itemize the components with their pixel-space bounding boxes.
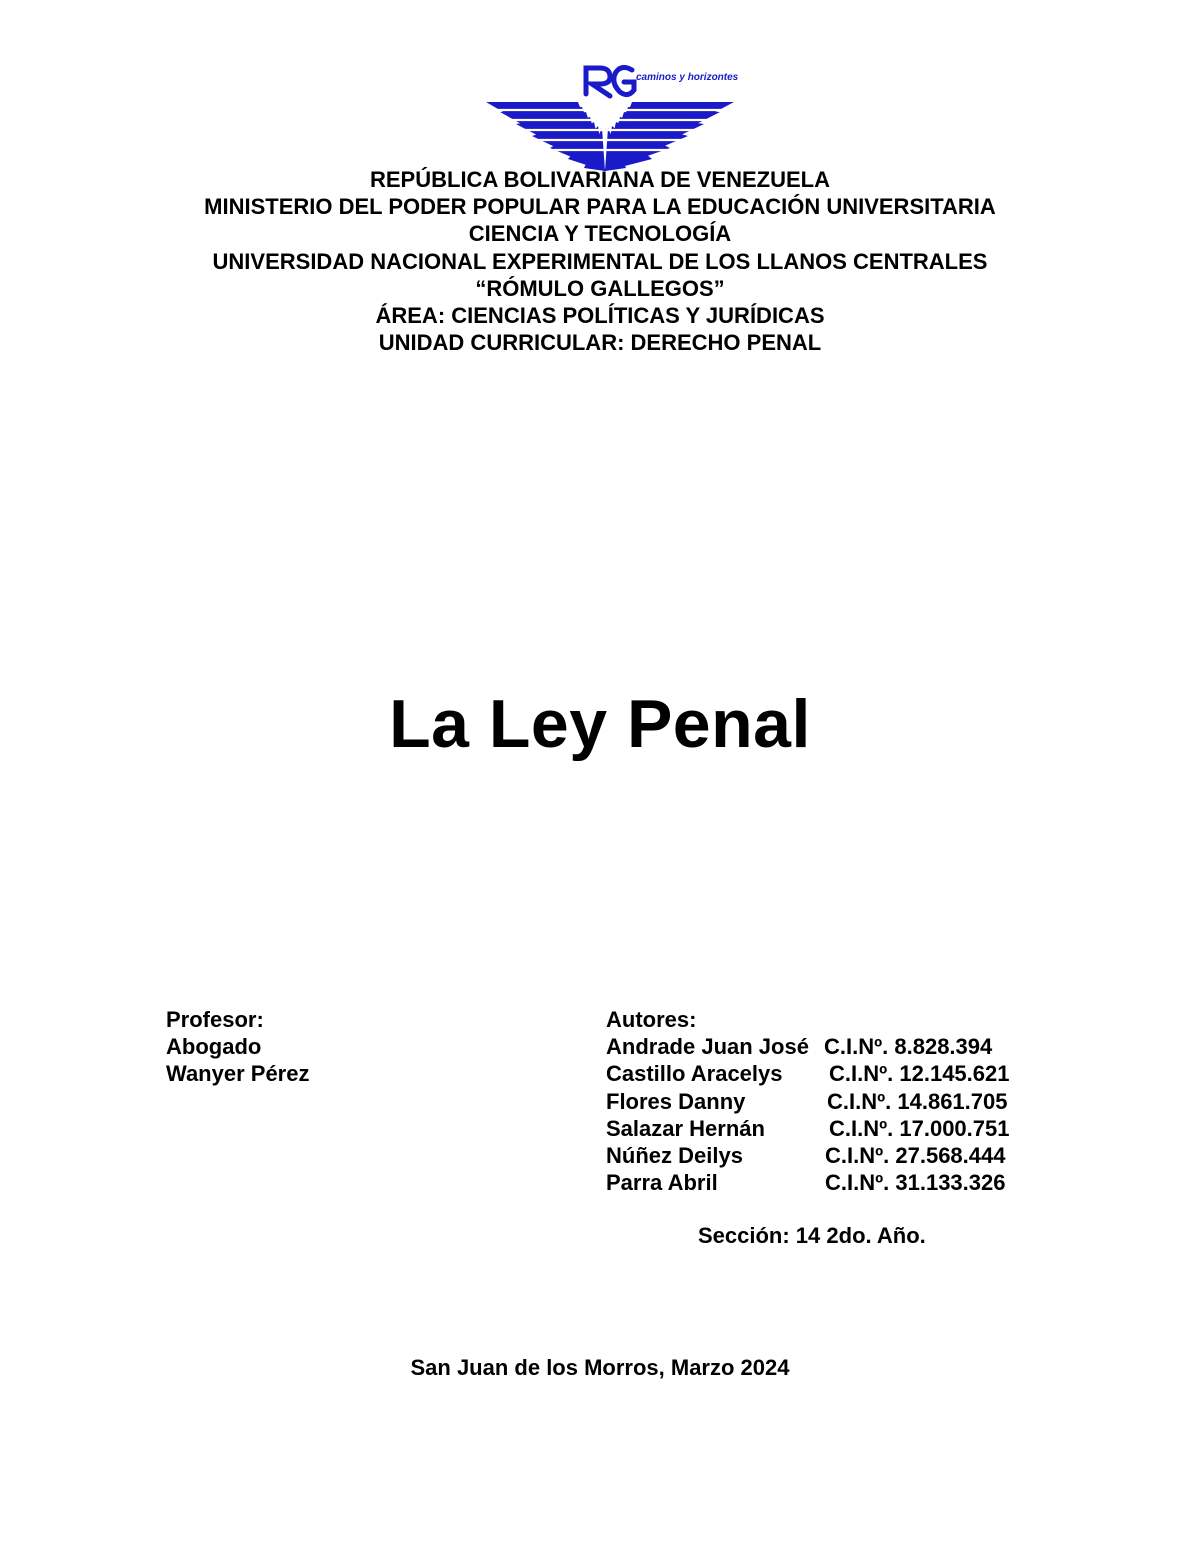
author-ci: C.I.Nº. 17.000.751 [829,1115,1010,1141]
header-line-university-name: “RÓMULO GALLEGOS” [475,275,725,301]
authors-label: Autores: [606,1007,697,1032]
header-line-area: ÁREA: CIENCIAS POLÍTICAS Y JURÍDICAS [375,303,825,329]
professor-block [166,1006,309,1088]
author-ci: C.I.Nº. 12.145.621 [829,1061,1010,1087]
professor-name: Wanyer Pérez [166,1061,310,1087]
document-title: La Ley Penal [389,686,811,762]
header-line-ministry: MINISTERIO DEL PODER POPULAR PARA LA EDUCACIÓN UNIVERSITARIA [204,194,996,220]
author-row [606,1169,1006,1196]
sunburst-logo-icon [480,58,740,176]
header-line-science: CIENCIA Y TECNOLOGÍA [468,221,732,247]
header-line-course: UNIDAD CURRICULAR: DERECHO PENAL [378,330,822,356]
author-row [606,1060,1010,1087]
authors-block [606,1006,1010,1196]
author-row [606,1115,1010,1142]
author-ci: C.I.Nº. 14.861.705 [827,1088,1008,1114]
institution-header [0,166,1200,356]
author-name: Castillo Aracelys [606,1061,783,1087]
university-logo [480,58,740,176]
author-ci: C.I.Nº. 31.133.326 [825,1170,1006,1196]
author-ci: C.I.Nº. 27.568.444 [825,1142,1006,1168]
professor-title: Abogado [166,1034,262,1060]
logo-tagline: caminos y horizontes [636,72,739,83]
header-line-country: REPÚBLICA BOLIVARIANA DE VENEZUELA [370,167,830,192]
author-ci: C.I.Nº. 8.828.394 [824,1034,993,1060]
author-row [606,1088,1008,1115]
author-name: Andrade Juan José [606,1034,809,1060]
header-line-university: UNIVERSIDAD NACIONAL EXPERIMENTAL DE LOS LLANOS CENTRALES [212,248,988,274]
author-row [606,1033,993,1060]
place-date: San Juan de los Morros, Marzo 2024 [410,1355,790,1380]
author-name: Salazar Hernán [606,1115,765,1141]
author-name: Núñez Deilys [606,1142,743,1168]
author-row [606,1142,1006,1169]
section-info: Sección: 14 2do. Año. [698,1223,926,1248]
professor-label: Profesor: [166,1007,264,1032]
author-name: Parra Abril [606,1170,718,1196]
author-name: Flores Danny [606,1088,746,1114]
